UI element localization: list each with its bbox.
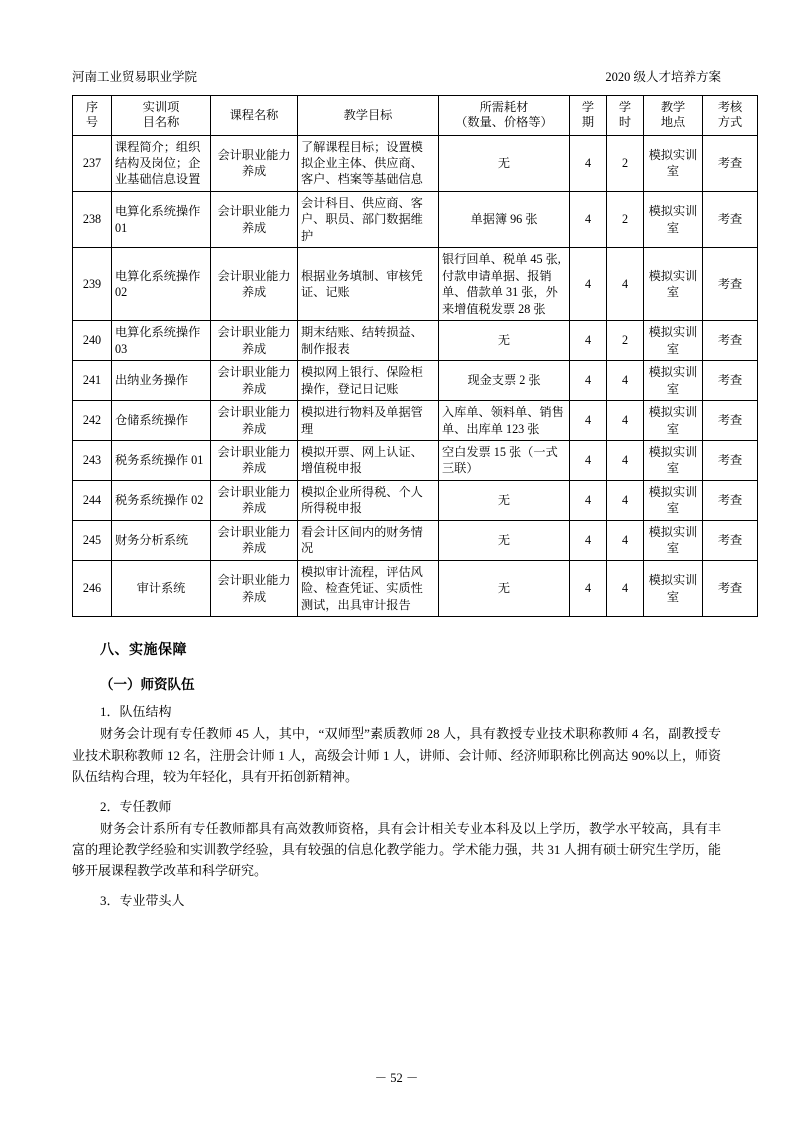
cell-goal: 模拟网上银行、保险柜操作，登记日记账 <box>298 361 439 401</box>
column-header-course: 课程名称 <box>211 96 298 136</box>
cell-course: 会计职业能力养成 <box>211 191 298 247</box>
cell-assessment: 考查 <box>703 135 758 191</box>
cell-assessment: 考查 <box>703 480 758 520</box>
cell-assessment: 考查 <box>703 441 758 481</box>
table-row <box>73 441 758 481</box>
cell-place: 模拟实训室 <box>644 321 703 361</box>
cell-no: 237 <box>73 135 112 191</box>
cell-term: 4 <box>570 191 607 247</box>
cell-assessment: 考查 <box>703 361 758 401</box>
column-header-assessment: 考核 方式 <box>703 96 758 136</box>
cell-course: 会计职业能力养成 <box>211 401 298 441</box>
cell-course: 会计职业能力养成 <box>211 480 298 520</box>
table-row <box>73 248 758 321</box>
column-header-no: 序 号 <box>73 96 112 136</box>
table-row <box>73 520 758 560</box>
item-heading-full-time-teachers: 2．专任教师 <box>100 798 172 814</box>
cell-no: 245 <box>73 520 112 560</box>
table-row <box>73 135 758 191</box>
cell-project: 电算化系统操作 02 <box>112 248 211 321</box>
cell-assessment: 考查 <box>703 248 758 321</box>
cell-material: 无 <box>439 520 570 560</box>
cell-place: 模拟实训室 <box>644 441 703 481</box>
table-row <box>73 560 758 616</box>
cell-course: 会计职业能力养成 <box>211 520 298 560</box>
cell-assessment: 考查 <box>703 401 758 441</box>
paragraph-full-time-teachers: 财务会计系所有专任教师都具有高效教师资格，具有会计相关专业本科及以上学历，教学水平较高，具有丰富的理论教学经验和实训教学经验，具有较强的信息化教学能力。学术能力强，共 31 人拥有硕士研究生学历，能够开展课程教学改革和科学研究。 <box>72 820 721 879</box>
page-footer: － 52 － <box>374 1071 419 1085</box>
cell-project: 税务系统操作 02 <box>112 480 211 520</box>
item-heading-team-structure: 1．队伍结构 <box>100 704 172 720</box>
header-document-title: 2020 级人才培养方案 <box>605 70 721 84</box>
cell-place: 模拟实训室 <box>644 520 703 560</box>
cell-term: 4 <box>570 520 607 560</box>
cell-goal: 看会计区间内的财务情况 <box>298 520 439 560</box>
table-row <box>73 480 758 520</box>
cell-term: 4 <box>570 248 607 321</box>
cell-project: 仓储系统操作 <box>112 401 211 441</box>
cell-term: 4 <box>570 480 607 520</box>
cell-material: 无 <box>439 480 570 520</box>
cell-term: 4 <box>570 441 607 481</box>
cell-place: 模拟实训室 <box>644 480 703 520</box>
cell-place: 模拟实训室 <box>644 248 703 321</box>
paragraph-team-structure: 财务会计现有专任教师 45 人，其中，“双师型”素质教师 28 人，具有教授专业技术职称教师 4 名，副教授专业技术职称教师 12 名，注册会计师 1 人，高级会计师 1 人，讲师、会计师、经济师职称比例高达 90%以上，师资队伍结构合理，较为年轻化，具有开拓创新精神。 <box>72 726 721 785</box>
cell-goal: 了解课程目标；设置模拟企业主体、供应商、客户、档案等基础信息 <box>298 135 439 191</box>
cell-course: 会计职业能力养成 <box>211 135 298 191</box>
cell-project: 财务分析系统 <box>112 520 211 560</box>
cell-project: 税务系统操作 01 <box>112 441 211 481</box>
column-header-hours: 学 时 <box>607 96 644 136</box>
cell-no: 242 <box>73 401 112 441</box>
cell-term: 4 <box>570 321 607 361</box>
cell-material: 无 <box>439 560 570 616</box>
cell-goal: 模拟开票、网上认证、增值税申报 <box>298 441 439 481</box>
cell-no: 239 <box>73 248 112 321</box>
cell-material: 无 <box>439 321 570 361</box>
page-header <box>72 70 721 89</box>
column-header-term: 学 期 <box>570 96 607 136</box>
cell-material: 空白发票 15 张（一式三联） <box>439 441 570 481</box>
cell-term: 4 <box>570 135 607 191</box>
column-header-project: 实训项 目名称 <box>112 96 211 136</box>
table-row <box>73 321 758 361</box>
cell-material: 银行回单、税单 45 张,付款申请单据、报销单、借款单 31 张，外来增值税发票 28 张 <box>439 248 570 321</box>
cell-term: 4 <box>570 361 607 401</box>
cell-material: 现金支票 2 张 <box>439 361 570 401</box>
cell-course: 会计职业能力养成 <box>211 560 298 616</box>
cell-no: 244 <box>73 480 112 520</box>
cell-hours: 4 <box>607 520 644 560</box>
cell-term: 4 <box>570 560 607 616</box>
table-row <box>73 191 758 247</box>
cell-course: 会计职业能力养成 <box>211 441 298 481</box>
subsection-heading: （一）师资队伍 <box>100 677 195 693</box>
cell-hours: 4 <box>607 560 644 616</box>
cell-material: 无 <box>439 135 570 191</box>
item-heading-program-leader: 3．专业带头人 <box>100 892 185 908</box>
cell-course: 会计职业能力养成 <box>211 321 298 361</box>
cell-assessment: 考查 <box>703 560 758 616</box>
cell-place: 模拟实训室 <box>644 401 703 441</box>
cell-assessment: 考查 <box>703 191 758 247</box>
cell-place: 模拟实训室 <box>644 361 703 401</box>
cell-hours: 4 <box>607 361 644 401</box>
cell-no: 243 <box>73 441 112 481</box>
cell-project: 电算化系统操作 03 <box>112 321 211 361</box>
section-heading: 八、实施保障 <box>100 643 187 659</box>
cell-term: 4 <box>570 401 607 441</box>
cell-hours: 2 <box>607 191 644 247</box>
cell-hours: 4 <box>607 480 644 520</box>
cell-project: 出纳业务操作 <box>112 361 211 401</box>
cell-project: 审计系统 <box>112 560 211 616</box>
column-header-material: 所需耗材 （数量、价格等） <box>439 96 570 136</box>
table-body <box>73 135 758 617</box>
cell-hours: 4 <box>607 248 644 321</box>
cell-goal: 根据业务填制、审核凭证、记账 <box>298 248 439 321</box>
cell-goal: 模拟企业所得税、个人所得税申报 <box>298 480 439 520</box>
cell-no: 240 <box>73 321 112 361</box>
cell-place: 模拟实训室 <box>644 560 703 616</box>
column-header-goal: 教学目标 <box>298 96 439 136</box>
cell-hours: 4 <box>607 401 644 441</box>
table-row <box>73 361 758 401</box>
header-institution: 河南工业贸易职业学院 <box>72 70 198 84</box>
cell-material: 入库单、领料单、销售单、出库单 123 张 <box>439 401 570 441</box>
cell-hours: 4 <box>607 441 644 481</box>
cell-place: 模拟实训室 <box>644 135 703 191</box>
cell-course: 会计职业能力养成 <box>211 361 298 401</box>
cell-no: 238 <box>73 191 112 247</box>
cell-project: 电算化系统操作 01 <box>112 191 211 247</box>
cell-course: 会计职业能力养成 <box>211 248 298 321</box>
cell-assessment: 考查 <box>703 321 758 361</box>
cell-no: 246 <box>73 560 112 616</box>
cell-material: 单据簿 96 张 <box>439 191 570 247</box>
cell-hours: 2 <box>607 135 644 191</box>
cell-place: 模拟实训室 <box>644 191 703 247</box>
column-header-place: 教学 地点 <box>644 96 703 136</box>
cell-no: 241 <box>73 361 112 401</box>
cell-assessment: 考查 <box>703 520 758 560</box>
table-row <box>73 401 758 441</box>
table-header <box>73 96 758 136</box>
cell-goal: 会计科目、供应商、客户、职员、部门数据维护 <box>298 191 439 247</box>
cell-hours: 2 <box>607 321 644 361</box>
cell-goal: 模拟审计流程，评估风险、检查凭证、实质性测试，出具审计报告 <box>298 560 439 616</box>
cell-goal: 期末结账、结转损益、制作报表 <box>298 321 439 361</box>
cell-goal: 模拟进行物料及单据管理 <box>298 401 439 441</box>
training-projects-table <box>72 95 758 617</box>
table-header-row <box>73 96 758 136</box>
cell-project: 课程简介；组织结构及岗位；企业基础信息设置 <box>112 135 211 191</box>
